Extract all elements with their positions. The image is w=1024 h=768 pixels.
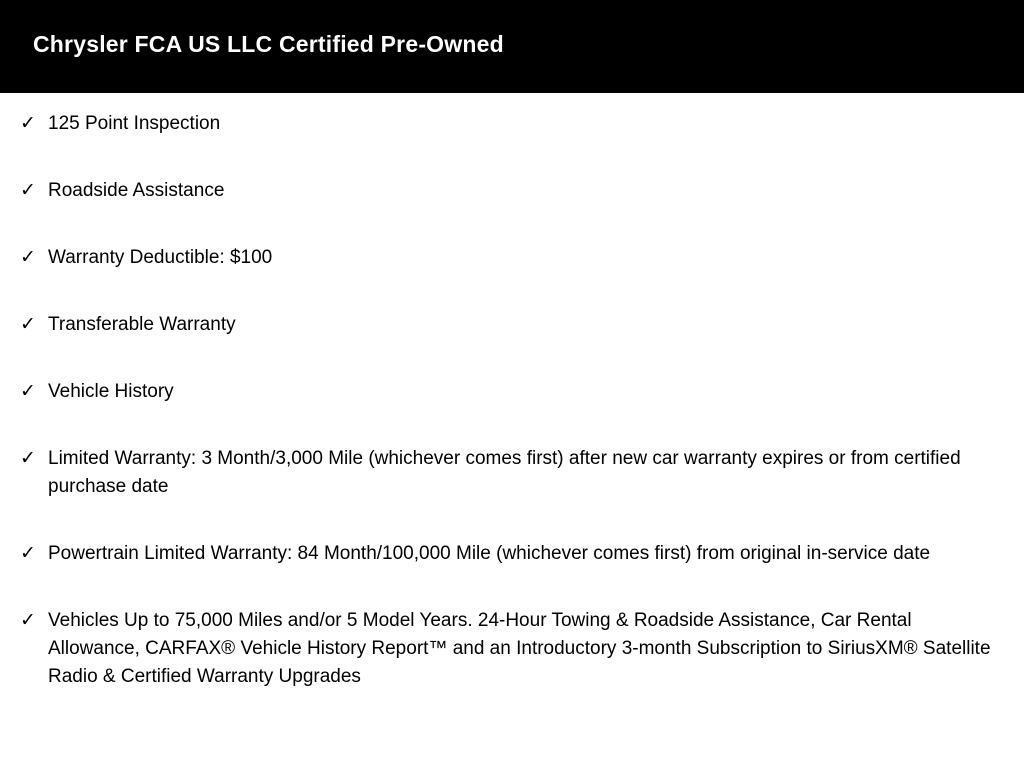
checkmark-icon: ✓ bbox=[20, 610, 36, 631]
checkmark-icon: ✓ bbox=[20, 247, 36, 268]
list-item-text: Transferable Warranty bbox=[48, 314, 236, 335]
list-item bbox=[20, 244, 1004, 272]
list-item bbox=[20, 540, 1004, 568]
page-title: Chrysler FCA US LLC Certified Pre-Owned bbox=[33, 31, 504, 57]
list-item bbox=[20, 177, 1004, 205]
list-item bbox=[20, 311, 1004, 339]
list-item-text: Roadside Assistance bbox=[48, 180, 225, 201]
checkmark-icon: ✓ bbox=[20, 113, 36, 134]
list-item bbox=[20, 110, 1004, 138]
list-item bbox=[20, 607, 1004, 691]
checkmark-icon: ✓ bbox=[20, 543, 36, 564]
list-item-text: Limited Warranty: 3 Month/3,000 Mile (whichever comes first) after new car warranty expires or from certified purchase date bbox=[48, 448, 961, 497]
list-item-text: Warranty Deductible: $100 bbox=[48, 247, 273, 268]
list-item-text: Vehicles Up to 75,000 Miles and/or 5 Model Years. 24-Hour Towing & Roadside Assistance, Car Rental Allowance, CARFAX® Vehicle History Report™ and an Introductory 3-month Subscription to SiriusXM® Satellite Radio & Certified Warranty Upgrades bbox=[48, 610, 991, 687]
checkmark-icon: ✓ bbox=[20, 314, 36, 335]
list-item bbox=[20, 378, 1004, 406]
list-item-text: Vehicle History bbox=[48, 381, 174, 402]
list-item-text: Powertrain Limited Warranty: 84 Month/100,000 Mile (whichever comes first) from original in-service date bbox=[48, 543, 931, 564]
list-item bbox=[20, 445, 1004, 501]
list-item-text: 125 Point Inspection bbox=[48, 113, 221, 134]
header-bar bbox=[0, 0, 1024, 93]
benefits-list bbox=[0, 93, 1024, 691]
checkmark-icon: ✓ bbox=[20, 180, 36, 201]
checkmark-icon: ✓ bbox=[20, 381, 36, 402]
checkmark-icon: ✓ bbox=[20, 448, 36, 469]
